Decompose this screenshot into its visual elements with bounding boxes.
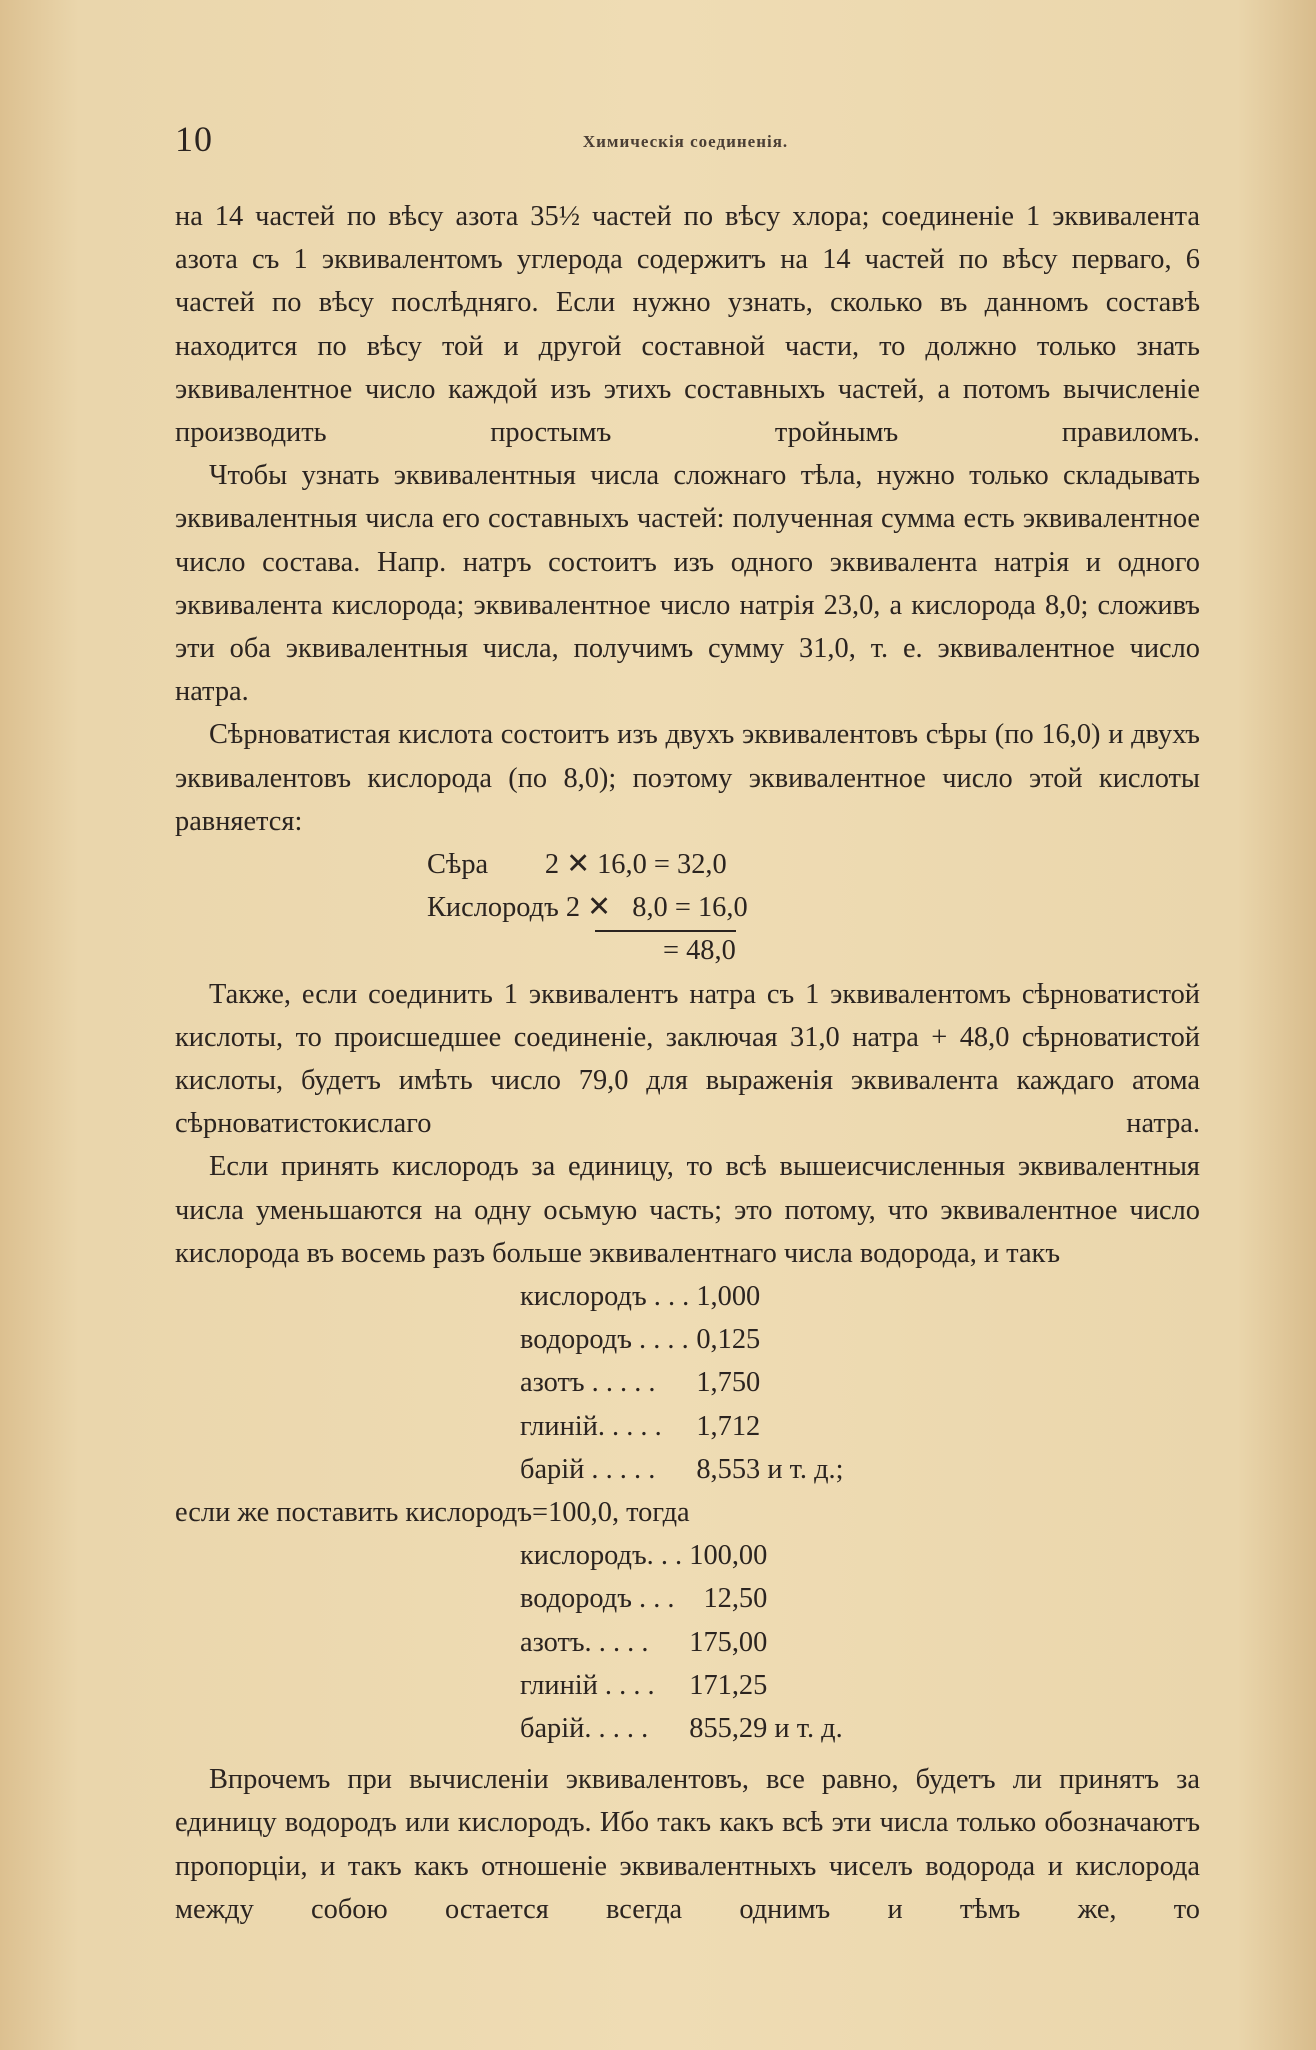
element-name: кислородъ. . . [520, 1540, 683, 1572]
calculation-block [427, 843, 1200, 973]
paragraph-6: Впрочемъ при вычисленіи эквивалентовъ, все равно, будетъ ли принятъ за единицу водородъ или кислородъ. Ибо такъ какъ всѣ эти числа только обозначаютъ пропорціи, и такъ какъ отношеніе эквивалентныхъ чиселъ водорода и кислорода между собою остается всегда однимъ и тѣмъ же, то [175, 1764, 1200, 1925]
element-value: 8,553 [696, 1453, 761, 1485]
element-value: 100,00 [689, 1540, 768, 1572]
element-value: 1,712 [696, 1410, 761, 1442]
list-item [520, 1534, 843, 1577]
mid-line: если же поставить кислородъ=100,0, тогда [175, 1497, 690, 1529]
equivalents-list-oxygen-100 [520, 1534, 843, 1750]
element-name: глиній. . . . . [520, 1410, 662, 1442]
element-value: 12,50 [703, 1583, 768, 1615]
element-value: 175,00 [689, 1626, 768, 1658]
list-item [520, 1577, 843, 1620]
element-name: кислородъ . . . [520, 1281, 690, 1313]
paragraph-2: Чтобы узнать эквивалентныя числа сложнаго тѣла, нужно только складывать эквивалентныя числа его составныхъ частей: полученная сумма есть эквивалентное число состава. Напр. натръ состоитъ изъ одного эквивалента натрія и одного эквивалента кислорода; эквивалентное число натрія 23,0, а кислорода 8,0; сложивъ эти оба эквивалентныя числа, получимъ сумму 31,0, т. е. эквивалентное число натра. [175, 460, 1200, 708]
element-value: 171,25 [689, 1669, 768, 1701]
calc-row-sulfur: Сѣра 2 ✕ 16,0 = 32,0 [427, 849, 727, 881]
page-body [175, 195, 1200, 1931]
element-name: барій . . . . . [520, 1453, 656, 1485]
list-item [520, 1664, 843, 1707]
element-name: барій. . . . . [520, 1713, 649, 1745]
list-item [520, 1275, 844, 1318]
element-value: 0,125 [696, 1324, 761, 1356]
paragraph-1: на 14 частей по вѣсу азота 35½ частей по вѣсу хлора; соединеніе 1 эквивалента азота съ 1 эквивалентомъ углерода содержитъ на 14 частей по вѣсу перваго, 6 частей по вѣсу послѣдняго. Если нужно узнать, сколько въ данномъ составѣ находится по вѣсу той и другой составной части, то должно только знать эквивалентное число каждой изъ этихъ составныхъ частей, а потомъ вычисленіе производить простымъ тройнымъ правиломъ. [175, 201, 1200, 449]
list-item [520, 1361, 844, 1404]
element-name: азотъ. . . . . [520, 1626, 649, 1658]
list-item [520, 1621, 843, 1664]
running-head: Химическія соединенія. [582, 132, 789, 151]
element-value: 1,000 [696, 1281, 761, 1313]
page-number: 10 [175, 119, 213, 159]
list-item: барій. . . . . 855,29 и т. д. [520, 1707, 843, 1750]
calc-row-oxygen: Кислородъ 2 ✕ 8,0 = 16,0 [427, 892, 748, 924]
element-value: 855,29 [689, 1713, 768, 1745]
element-name: водородъ . . . [520, 1583, 675, 1615]
calc-total: = 48,0 [595, 930, 736, 970]
element-name: азотъ . . . . . [520, 1367, 656, 1399]
list-item: барій . . . . . 8,553 и т. д.; [520, 1448, 844, 1491]
paragraph-5: Если принять кислородъ за единицу, то всѣ вышеисчисленныя эквивалентныя числа уменьшаются на одну осьмую часть; это потому, что эквивалентное число кислорода въ восемь разъ больше эквивалентнаго числа водорода, и такъ [175, 1151, 1200, 1269]
paragraph-3: Сѣрноватистая кислота состоитъ изъ двухъ эквивалентовъ сѣры (по 16,0) и двухъ эквивалентовъ кислорода (по 8,0); поэтому эквивалентное число этой кислоты равняется: [175, 719, 1200, 837]
page-header [175, 118, 1196, 158]
element-name: водородъ . . . . [520, 1324, 689, 1356]
list-item [520, 1405, 844, 1448]
list-item [520, 1318, 844, 1361]
element-value: 1,750 [696, 1367, 761, 1399]
paragraph-4: Также, если соединить 1 эквивалентъ натра съ 1 эквивалентомъ сѣрноватистой кислоты, то происшедшее соединеніе, заключая 31,0 натра + 48,0 сѣрноватистой кислоты, будетъ имѣть число 79,0 для выраженія эквивалента каждаго атома сѣрноватистокислаго натра. [175, 978, 1200, 1140]
equivalents-list-oxygen-1 [520, 1275, 844, 1491]
element-name: глиній . . . . [520, 1669, 655, 1701]
